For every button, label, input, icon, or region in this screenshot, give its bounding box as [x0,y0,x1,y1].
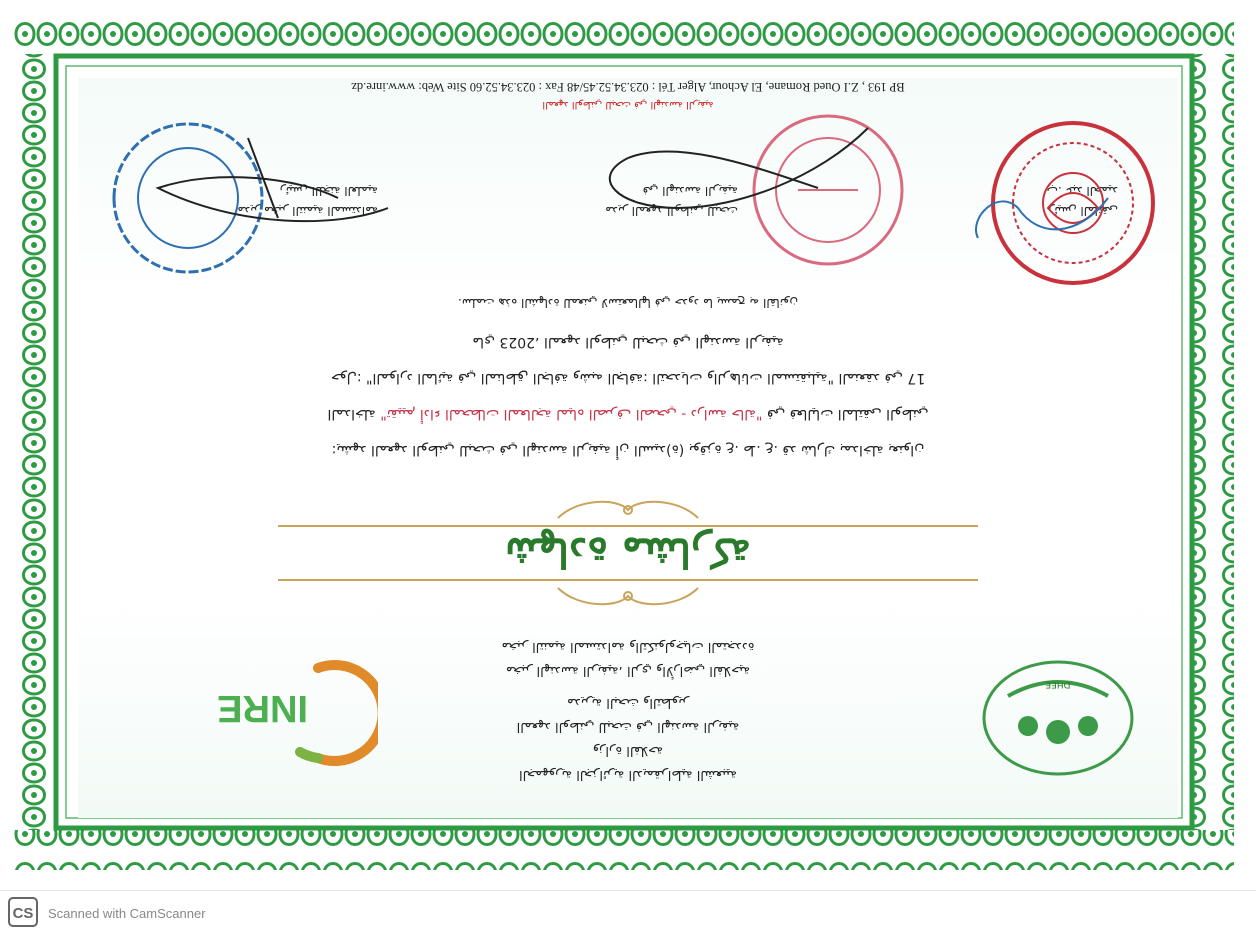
org-line-4: مديرية البحث والتطوير [566,695,690,710]
certificate-content [78,78,1178,818]
body-line-2 [78,406,1178,422]
signature-center-title: مدير المعهد الوطني للبحث [605,204,738,218]
body-line-2-prefix: المداخلة [327,406,376,422]
dhee-logo [978,658,1138,778]
inre-logo [188,658,378,768]
presentation-title: "تقييم أداء المحطات المعالجة لمياه الصرف الصحي - دراسة حالة" [380,406,763,422]
inre-logo-text: INRE [217,687,308,729]
org-line-3: المعهد الوطني للبحث في الهندسة الريفية [516,719,740,734]
camscanner-footer [0,890,1256,937]
signature-right-sub: رئيس اللجنة العلمية [279,184,378,198]
institute-red-line: المعهد الوطني للبحث في الهندسة الريفية [542,99,714,110]
dhee-logo-text: DHEE [1045,679,1071,689]
signature-right-title: مدير مخبر التنمية المستدامة [237,204,378,218]
org-line-1: الجمهورية الجزائرية الديمقراطية الشعبية [519,767,737,782]
org-line-2: وزارة الفلاحة [592,743,664,758]
institute-address: BP 193 , Z.I Oued Romane, El Achour, Alger Tél : 023.34.52.45/48 Fax : 023.34.52.60 Site Web: www.inre.dz [351,80,905,94]
body-line-5: سلمت هذه الشهادة للمعني لاستعمالها في حدود ما يسمح به القانون. [457,296,799,310]
certificate-title: شهادة مشاركة [505,529,751,576]
signature-center-sub: في الهندسة الريفية [642,184,738,198]
org-line-5: مخبر الهندسة الريفية، الري والأراضي الفلاحية [505,663,751,678]
signature-left-scribble [138,128,398,238]
signature-center-scribble [578,108,878,248]
body-line-4: ماي 2023، المعهد الوطني للبحث في الهندسة الريفية [472,334,784,350]
body-line-1: يشهد المعهد الوطني للبحث في الهندسة الريفية أن السيد(ة) بوقزة ع. ط. ع. قد شارك بمداخلة بعنوان: [331,442,925,458]
signature-right-scribble [958,178,1118,258]
body-line-2-suffix: في فعاليات الملتقى الوطني [766,406,929,422]
org-line-6: مخبر التنمية المستدامة والتكنولوجيات المتجددة [501,639,755,654]
signature-left-title: رئيس الملتقى [1048,204,1118,218]
signature-left-sub: ب. عبد الحميد [1046,184,1118,198]
camscanner-logo-icon: CS [8,897,38,927]
body-line-3: حول: "الموارد المائية في المناطق الجافة وشبه الجافة: التحديات والرهانات المستقبلية" المنعقد في 17 [330,370,926,386]
camscanner-text: Scanned with CamScanner [48,906,206,921]
